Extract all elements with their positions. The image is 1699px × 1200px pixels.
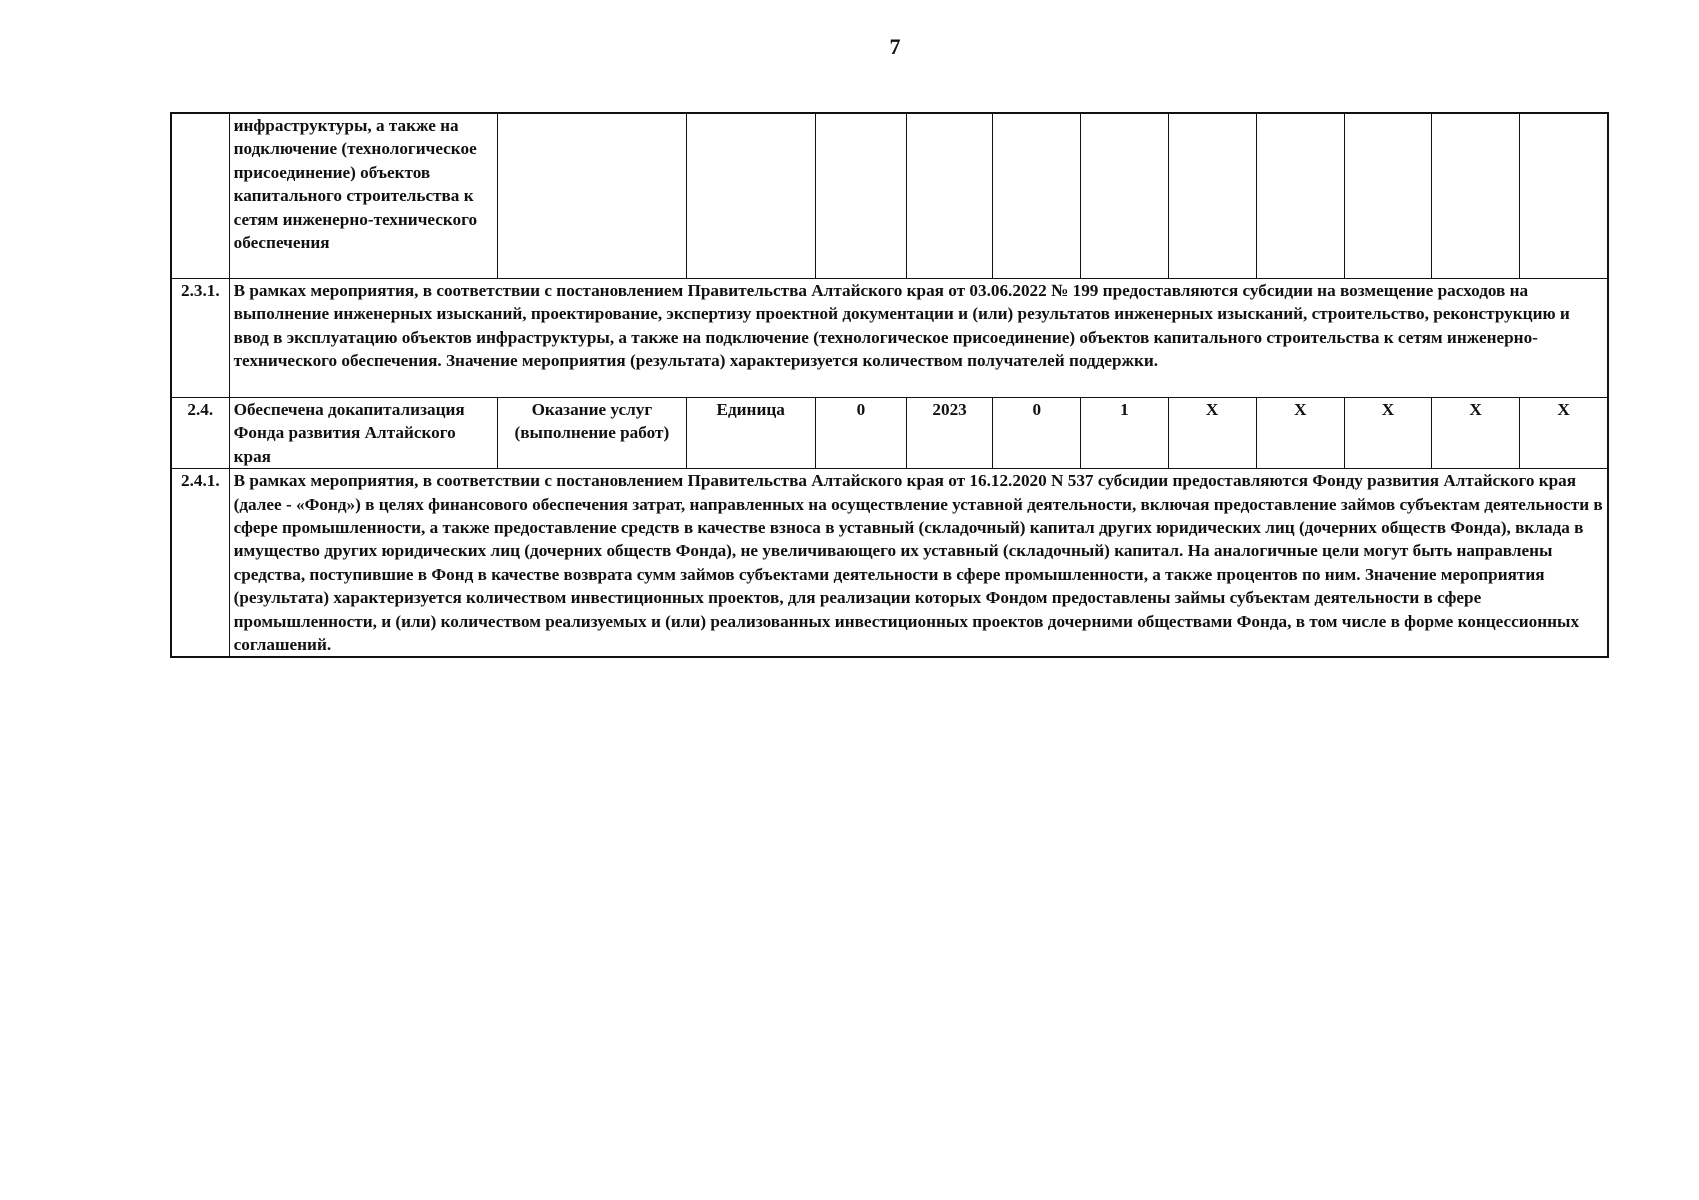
row-number-cell (171, 113, 229, 279)
year-value-cell: X (1344, 398, 1431, 469)
year-value-cell: X (1168, 398, 1256, 469)
unit-cell: Единица (686, 398, 815, 469)
year-value-cell: 0 (993, 398, 1081, 469)
empty-cell (1256, 113, 1344, 279)
row-number-cell: 2.4. (171, 398, 229, 469)
continued-name-cell: инфраструктуры, а также на подключение (технологическое присоединение) объектов капитального строительства к сетям инженерно-технического обеспечения (229, 113, 498, 279)
base-year-cell: 2023 (907, 398, 993, 469)
year-value-cell: X (1432, 398, 1520, 469)
year-value-cell: X (1256, 398, 1344, 469)
empty-cell (498, 113, 686, 279)
year-value-cell: X (1520, 398, 1608, 469)
empty-cell (1432, 113, 1520, 279)
indicators-table (170, 112, 1609, 658)
result-type-cell: Оказание услуг (выполнение работ) (498, 398, 686, 469)
base-value-cell: 0 (815, 398, 906, 469)
table-row-2-3-1 (171, 279, 1608, 398)
empty-cell (1081, 113, 1168, 279)
page-number: 7 (889, 34, 901, 59)
row-number-cell: 2.3.1. (171, 279, 229, 398)
empty-cell (993, 113, 1081, 279)
empty-cell (907, 113, 993, 279)
year-value-cell: 1 (1081, 398, 1168, 469)
result-name-cell: Обеспечена докапитализация Фонда развития Алтайского края (229, 398, 498, 469)
empty-cell (1520, 113, 1608, 279)
empty-cell (1344, 113, 1431, 279)
empty-cell (686, 113, 815, 279)
table-row-continued (171, 113, 1608, 279)
row-number-cell: 2.4.1. (171, 469, 229, 658)
table-row-2-4-1 (171, 469, 1608, 658)
row-description-cell: В рамках мероприятия, в соответствии с постановлением Правительства Алтайского края от 16.12.2020 N 537 субсидии предоставляются Фонду развития Алтайского края (далее - «Фонд») в целях финансового обеспечения затрат, направленных на осуществление уставной деятельности, включая предоставление займов субъектам деятельности в сфере промышленности, а также предоставление средств в качестве взноса в уставный (складочный) капитал других юридических лиц (дочерних обществ Фонда), вклада в имущество других юридических лиц (дочерних обществ Фонда), не увеличивающего их уставный (складочный) капитал. На аналогичные цели могут быть направлены средства, поступившие в Фонд в качестве возврата сумм займов субъектами деятельности в сфере промышленности, а также процентов по ним. Значение мероприятия (результата) характеризуется количеством инвестиционных проектов, для реализации которых Фондом предоставлены займы субъектам деятельности в сфере промышленности, и (или) количеством реализуемых и (или) реализованных инвестиционных проектов дочерними обществами Фонда, в том числе в форме концессионных соглашений. (229, 469, 1608, 658)
table-row-2-4 (171, 398, 1608, 469)
empty-cell (815, 113, 906, 279)
empty-cell (1168, 113, 1256, 279)
row-description-cell: В рамках мероприятия, в соответствии с постановлением Правительства Алтайского края от 03.06.2022 № 199 предоставляются субсидии на возмещение расходов на выполнение инженерных изысканий, проектирование, экспертизу проектной документации и (или) результатов инженерных изысканий, строительство, реконструкцию и ввод в эксплуатацию объектов инфраструктуры, а также на подключение (технологическое присоединение) объектов капитального строительства к сетям инженерно-технического обеспечения. Значение мероприятия (результата) характеризуется количеством получателей поддержки. (229, 279, 1608, 398)
